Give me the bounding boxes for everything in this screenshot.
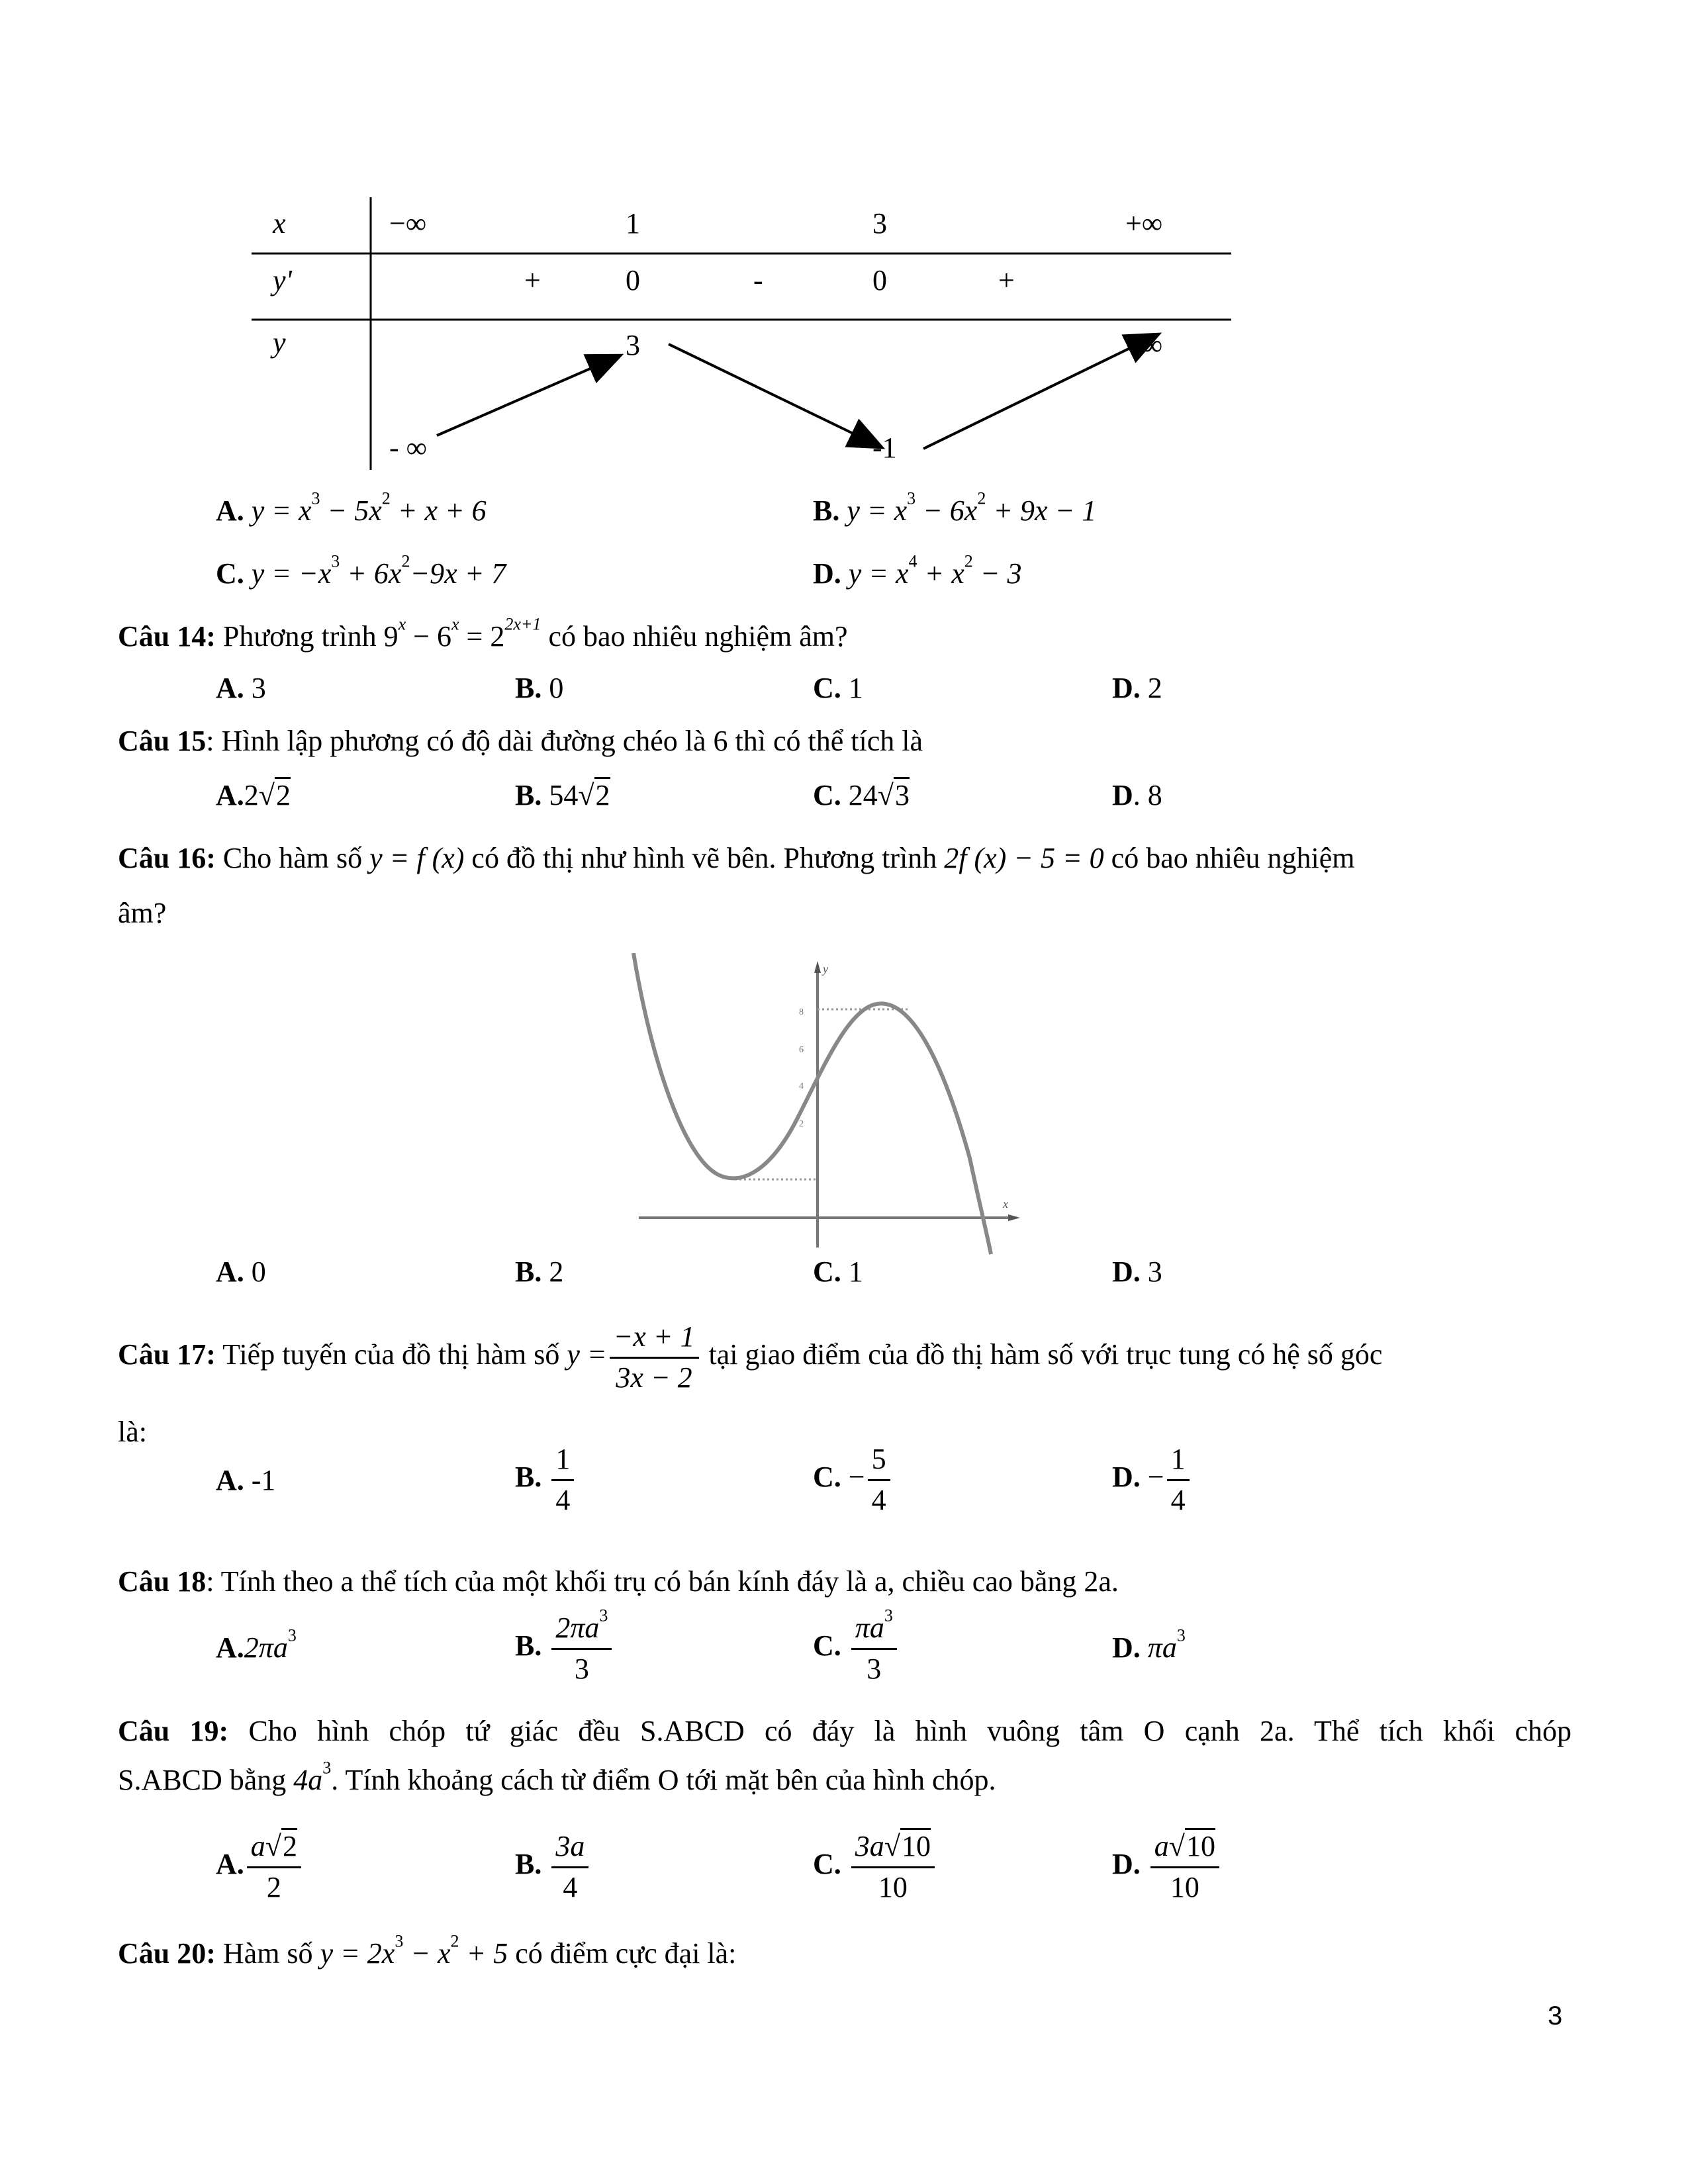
fraction xyxy=(551,1443,574,1517)
option-a xyxy=(216,1466,275,1495)
x-value-pos-inf: +∞ xyxy=(1125,207,1163,240)
text: : Hình lập phương có độ dài đường chéo là 6 thì có thể tích là xyxy=(206,725,923,757)
option-c xyxy=(813,1443,893,1517)
radicand: 2 xyxy=(594,777,610,811)
function-graph xyxy=(626,953,1036,1264)
exponent: 3 xyxy=(395,1931,404,1951)
math: −9x + 7 xyxy=(410,557,506,590)
exponent: 3 xyxy=(311,488,320,508)
denominator: 3 xyxy=(867,1652,882,1685)
x-value-3: 3 xyxy=(872,207,887,240)
option-b xyxy=(515,1830,591,1904)
denominator: 10 xyxy=(1170,1870,1199,1903)
math: πa xyxy=(855,1612,884,1644)
page-number: 3 xyxy=(1548,2001,1563,2030)
arrow-up-2 xyxy=(923,335,1157,449)
text: Hàm số xyxy=(215,1937,320,1970)
x-axis-label: x xyxy=(1003,1197,1008,1210)
coefficient: 54 xyxy=(541,779,579,811)
math: − 6x xyxy=(915,494,978,527)
question-label: Câu 15 xyxy=(118,725,207,757)
option-label: C. xyxy=(813,1461,841,1494)
text: Cho hình chóp tứ giác đều S.ABCD có đáy là hình vuông tâm O cạnh 2a. Thể tích khối chóp xyxy=(228,1715,1571,1747)
option-label: C. xyxy=(813,672,841,704)
question-label: Câu 16: xyxy=(118,842,216,874)
exponent: x xyxy=(451,614,459,634)
option-value: 1 xyxy=(841,1255,863,1288)
option-label: A. xyxy=(216,1464,244,1496)
option-label: B. xyxy=(515,1461,542,1494)
exponent: 2x+1 xyxy=(504,614,541,634)
y-value-neg-inf: - ∞ xyxy=(389,432,428,464)
text: có đồ thị như hình vẽ bên. Phương trình xyxy=(464,842,945,874)
option-label: C. xyxy=(216,557,244,590)
math: 3a xyxy=(855,1830,884,1862)
math: a xyxy=(1154,1830,1169,1862)
math: − 3 xyxy=(972,557,1022,590)
math: y = −x xyxy=(251,557,332,590)
math: 2πa xyxy=(555,1612,600,1644)
math: y = x xyxy=(848,557,909,590)
numerator: 3a xyxy=(551,1830,588,1868)
exponent: x xyxy=(398,614,406,634)
math: = 2 xyxy=(459,620,505,653)
option-label: C. xyxy=(813,779,841,811)
option-a xyxy=(216,1830,304,1904)
table-header-y: y xyxy=(273,326,286,359)
question-15-text xyxy=(118,727,923,756)
question-label: Câu 17: xyxy=(118,1338,216,1371)
question-19-text xyxy=(118,1717,1571,1746)
option-label: A. xyxy=(216,1848,244,1881)
question-17-text xyxy=(118,1320,1382,1394)
question-label: Câu 14: xyxy=(118,620,216,653)
sign: − xyxy=(848,1461,865,1494)
exponent: 2 xyxy=(450,1931,459,1951)
option-label: D. xyxy=(1112,1461,1141,1494)
question-label: Câu 20: xyxy=(118,1937,216,1970)
exponent: 3 xyxy=(331,551,340,571)
option-b xyxy=(813,488,1097,527)
radicand: 10 xyxy=(900,1828,931,1862)
math: − 6 xyxy=(406,620,451,653)
text: Cho hàm số xyxy=(215,842,370,874)
option-b xyxy=(515,1606,614,1686)
option-label: B. xyxy=(813,494,840,527)
option-b xyxy=(515,1257,563,1287)
option-c xyxy=(813,1257,863,1287)
option-d xyxy=(1112,781,1162,810)
radicand: 2 xyxy=(275,777,291,811)
coefficient: 2 xyxy=(244,779,259,811)
dy-zero-2: 0 xyxy=(872,264,887,296)
exponent: 3 xyxy=(287,1625,297,1645)
denominator: 4 xyxy=(1170,1483,1186,1516)
option-value: -1 xyxy=(244,1464,276,1496)
math: y = f (x) xyxy=(369,842,465,874)
y-value-min: -1 xyxy=(872,432,897,464)
x-value-neg-inf: −∞ xyxy=(389,207,427,240)
option-label: A. xyxy=(216,779,244,811)
denominator: 4 xyxy=(555,1483,571,1516)
dy-sign-2: - xyxy=(753,264,763,296)
option-label: B. xyxy=(515,779,542,811)
exponent: 3 xyxy=(599,1606,608,1625)
option-b: B. 54√2 xyxy=(515,781,610,810)
question-19-text-line2 xyxy=(118,1758,996,1796)
text: tại giao điểm của đồ thị hàm số với trục tung có hệ số góc xyxy=(701,1338,1383,1371)
exponent: 4 xyxy=(908,551,917,571)
x-value-1: 1 xyxy=(626,207,640,240)
numerator xyxy=(851,1606,897,1650)
exponent: 2 xyxy=(977,488,986,508)
denominator: 4 xyxy=(563,1870,578,1903)
radicand: 2 xyxy=(281,1828,297,1862)
exponent: 3 xyxy=(884,1606,893,1625)
fraction xyxy=(851,1830,935,1904)
text: có bao nhiêu nghiệm âm? xyxy=(541,620,848,653)
math: + 9x − 1 xyxy=(986,494,1097,527)
option-c: C. 24√3 xyxy=(813,781,910,810)
arrow-up-1 xyxy=(437,356,619,435)
option-value: 0 xyxy=(244,1255,266,1288)
text: có điểm cực đại là: xyxy=(508,1937,737,1970)
math: y = xyxy=(567,1338,607,1371)
denominator: 10 xyxy=(878,1870,908,1903)
math: + 6x xyxy=(340,557,402,590)
option-d xyxy=(813,551,1022,590)
option-c xyxy=(813,674,863,703)
option-label: D. xyxy=(1112,1255,1141,1288)
ytick-label: 8 xyxy=(799,1007,804,1017)
function-curve xyxy=(633,953,991,1254)
option-label: C. xyxy=(813,1629,841,1662)
option-value: 1 xyxy=(841,672,863,704)
text: S.ABCD bằng xyxy=(118,1764,294,1796)
option-value: 3 xyxy=(1140,1255,1162,1288)
option-label: D. xyxy=(1112,672,1141,704)
radicand: 3 xyxy=(894,777,910,811)
text: : Tính theo a thể tích của một khối trụ có bán kính đáy là a, chiều cao bằng 2a. xyxy=(206,1565,1119,1598)
option-value: 2 xyxy=(541,1255,564,1288)
fraction xyxy=(551,1830,588,1904)
option-label: A. xyxy=(216,672,244,704)
numerator: 3a√10 xyxy=(851,1830,935,1868)
question-18-text xyxy=(118,1567,1119,1596)
numerator xyxy=(551,1606,612,1650)
text: . Tính khoảng cách từ điểm O tới mặt bên của hình chóp. xyxy=(331,1764,996,1796)
fraction xyxy=(1150,1830,1219,1904)
text: có bao nhiêu nghiệm xyxy=(1103,842,1355,874)
denominator: 3x − 2 xyxy=(616,1361,692,1394)
fraction xyxy=(551,1606,612,1686)
y-value-pos-inf: +∞ xyxy=(1125,329,1163,361)
math: 4a xyxy=(293,1764,323,1796)
option-a xyxy=(216,1625,297,1664)
math: 2πa xyxy=(244,1631,288,1664)
option-c xyxy=(813,1606,900,1686)
option-label: B. xyxy=(515,1255,542,1288)
fraction xyxy=(247,1830,301,1904)
question-17-text-line2: là: xyxy=(118,1416,147,1448)
exponent: 3 xyxy=(322,1758,332,1778)
numerator: 5 xyxy=(868,1443,890,1481)
math: πa xyxy=(1147,1631,1177,1664)
radicand: 10 xyxy=(1185,1828,1215,1862)
dy-sign-1: + xyxy=(524,264,541,296)
denominator: 4 xyxy=(871,1483,886,1516)
option-value: 3 xyxy=(244,672,266,704)
numerator: a√10 xyxy=(1150,1830,1219,1868)
math: 2f (x) − 5 = 0 xyxy=(944,842,1104,874)
fraction xyxy=(851,1606,897,1686)
option-label: B. xyxy=(515,1629,542,1662)
question-20-text xyxy=(118,1931,737,1970)
math: 9 xyxy=(383,620,399,653)
option-a: A.2√2 xyxy=(216,781,291,810)
math: y = x xyxy=(847,494,908,527)
math: − x xyxy=(403,1937,451,1970)
y-axis-arrow xyxy=(814,961,821,973)
fraction xyxy=(868,1443,890,1517)
option-label: A. xyxy=(216,1255,244,1288)
numerator: 1 xyxy=(551,1443,574,1481)
exponent: 3 xyxy=(1176,1625,1186,1645)
ytick-label: 4 xyxy=(799,1081,804,1091)
question-16-text xyxy=(118,844,1354,873)
y-axis-label: y xyxy=(823,962,828,976)
fraction xyxy=(1167,1443,1190,1517)
exponent: 2 xyxy=(381,488,391,508)
table-header-x: x xyxy=(273,207,286,240)
option-a xyxy=(216,674,266,703)
option-value: 2 xyxy=(1140,672,1162,704)
math: + x + 6 xyxy=(390,494,487,527)
question-label: Câu 19: xyxy=(118,1715,229,1747)
ytick-label: 2 xyxy=(799,1119,804,1129)
numerator: a√2 xyxy=(247,1830,301,1868)
option-b xyxy=(515,674,563,703)
ytick-label: 6 xyxy=(799,1045,804,1055)
denominator: 2 xyxy=(266,1870,281,1903)
numerator: 1 xyxy=(1167,1443,1190,1481)
x-axis-arrow xyxy=(1008,1214,1020,1221)
option-label: A. xyxy=(216,494,244,527)
option-label: B. xyxy=(515,1848,542,1881)
option-d xyxy=(1112,1830,1222,1904)
denominator: 3 xyxy=(574,1652,589,1685)
math: y = 2x xyxy=(320,1937,395,1970)
option-value: . 8 xyxy=(1133,779,1162,811)
math: + 5 xyxy=(459,1937,508,1970)
option-b xyxy=(515,1443,577,1517)
option-d xyxy=(1112,1257,1162,1287)
option-label: C. xyxy=(813,1848,841,1881)
option-label: D. xyxy=(813,557,841,590)
option-value: 0 xyxy=(541,672,564,704)
option-d xyxy=(1112,674,1162,703)
option-a xyxy=(216,1257,266,1287)
math: − 5x xyxy=(320,494,382,527)
fraction xyxy=(610,1320,699,1394)
y-value-max: 3 xyxy=(626,329,640,361)
option-label: D xyxy=(1112,779,1133,811)
exponent: 2 xyxy=(401,551,410,571)
option-d xyxy=(1112,1625,1186,1664)
dy-zero-1: 0 xyxy=(626,264,640,296)
exponent: 3 xyxy=(907,488,916,508)
question-label: Câu 18 xyxy=(118,1565,207,1598)
exponent: 2 xyxy=(964,551,973,571)
dy-sign-3: + xyxy=(998,264,1015,296)
question-16-text-line2: âm? xyxy=(118,897,167,929)
option-label: D. xyxy=(1112,1848,1141,1881)
option-label: B. xyxy=(515,672,542,704)
option-c xyxy=(216,551,506,590)
math: y = x xyxy=(251,494,312,527)
option-c xyxy=(813,1830,937,1904)
question-14-text xyxy=(118,614,848,653)
sign: − xyxy=(1147,1461,1164,1494)
table-header-dy: y' xyxy=(273,264,292,296)
math: + x xyxy=(917,557,964,590)
option-label: D. xyxy=(1112,1631,1141,1664)
text: Tiếp tuyến của đồ thị hàm số xyxy=(215,1338,567,1371)
coefficient: 24 xyxy=(841,779,878,811)
option-label: A. xyxy=(216,1631,244,1664)
numerator: −x + 1 xyxy=(610,1320,699,1359)
option-d xyxy=(1112,1443,1192,1517)
option-a xyxy=(216,488,487,527)
option-label: C. xyxy=(813,1255,841,1288)
text: Phương trình xyxy=(215,620,384,653)
arrow-down xyxy=(669,344,880,447)
math: a xyxy=(250,1830,265,1862)
